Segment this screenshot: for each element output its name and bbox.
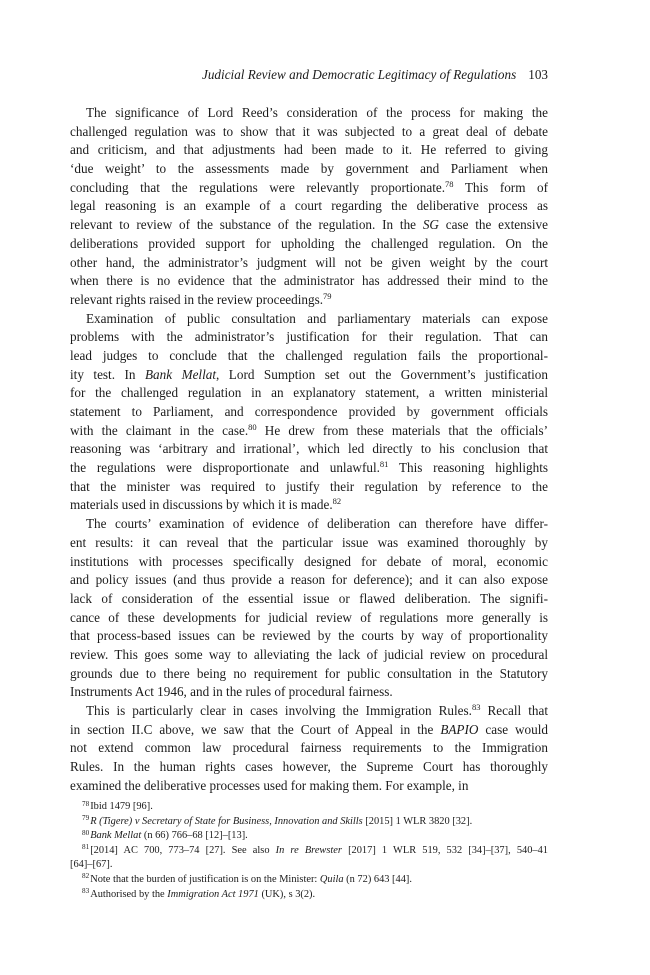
footnote-number: 79 [82, 814, 90, 823]
footnote-line [70, 815, 548, 830]
footnote [70, 844, 548, 873]
text-line [70, 665, 548, 684]
text-line [70, 366, 548, 385]
text-line [70, 384, 548, 403]
footnote [70, 800, 548, 815]
text-line [70, 534, 548, 553]
text-line [70, 496, 548, 515]
text-line [70, 478, 548, 497]
footnote-reference[interactable]: 80 [248, 421, 257, 432]
italic-text: Bank Mellat [145, 366, 217, 382]
running-head [70, 66, 548, 84]
text-run: Note that the burden of justification is on the Minister: [90, 873, 320, 885]
italic-text: BAPIO [440, 721, 479, 737]
italic-text: In re Brewster [275, 844, 342, 856]
text-run: other hand, the administrator’s judgment will not be given weight by the court [70, 254, 548, 270]
text-run: He drew from these materials that the officials’ [256, 422, 548, 438]
footnote [70, 873, 548, 888]
text-run: challenged regulation was to show that it was subjected to a great deal of debate [70, 123, 548, 139]
text-run: relevant to review of the substance of the regulation. In the [70, 217, 423, 233]
body-text [70, 104, 548, 795]
text-line [70, 422, 548, 441]
text-run: institutions with processes specifically designed for debate of moral, economic [70, 553, 548, 569]
footnote-number: 81 [82, 843, 90, 852]
text-line [70, 104, 548, 123]
text-run: concluding that the regulations were relevantly proportionate. [70, 179, 446, 195]
text-line [70, 515, 548, 534]
footnote-reference[interactable]: 82 [332, 496, 342, 507]
footnote-number: 80 [82, 828, 90, 837]
italic-text: Quila [319, 873, 344, 885]
text-line [70, 440, 548, 459]
text-run: and policy issues (and thus provide a reason for deference); and it can also expose [70, 572, 548, 588]
text-run: materials used in discussions by which it is made. [70, 497, 333, 513]
text-run: ‘due weight’ to the assessments made by government and Parliament when [70, 161, 548, 177]
footnote-line [70, 844, 548, 859]
footnote [70, 888, 548, 903]
footnote-line [70, 858, 548, 873]
footnote-line [70, 800, 548, 815]
footnote [70, 829, 548, 844]
text-run: This form of [453, 179, 548, 195]
text-line [70, 739, 548, 758]
text-run: ity test. In [70, 366, 145, 382]
text-run: The courts’ examination of evidence of deliberation can therefore have differ- [86, 516, 548, 532]
text-run: This is particularly clear in cases involving the Immigration Rules. [86, 703, 472, 718]
text-line [70, 609, 548, 628]
text-run: (UK), s 3(2). [258, 888, 316, 900]
text-run: (n 72) 643 [44]. [343, 873, 412, 885]
footnote-reference[interactable]: 79 [323, 290, 332, 301]
footnote-line [70, 888, 548, 903]
text-run: and criticism, and that adjustments had been made to it. He referred to giving [70, 142, 548, 158]
text-run: when there is no evidence that the administrator has addressed their mind to the [70, 273, 548, 289]
text-run: Recall that [480, 703, 548, 718]
text-run: that the minister was required to justify their regulation by reference to the [70, 478, 548, 494]
text-line [70, 721, 548, 740]
text-line [70, 347, 548, 366]
text-run: [2015] 1 WLR 3820 [32]. [362, 815, 473, 827]
text-line [70, 141, 548, 160]
text-run: with the claimant in the case. [70, 422, 249, 438]
text-run: Instruments Act 1946, and in the rules of procedural fairness. [70, 684, 393, 700]
text-line [70, 627, 548, 646]
text-run: case would [478, 721, 548, 737]
text-run: not extend common law procedural fairness requirements to the Immigration [70, 740, 548, 756]
text-line [70, 291, 548, 310]
text-run: deliberations provided support for upholding the challenged regulation. On the [70, 235, 548, 251]
text-line [70, 403, 548, 422]
italic-text: SG [422, 217, 439, 233]
text-run: , Lord Sumption set out the Government’s justification [216, 366, 548, 382]
text-run: Authorised by the [90, 888, 168, 900]
text-run: legal reasoning is an example of a court regarding the deliberative process as [70, 198, 548, 214]
text-run: grounds due to there being no requirement for public consultation in the Statutory [70, 665, 548, 681]
text-line [70, 197, 548, 216]
text-run: Ibid 1479 [96]. [90, 801, 153, 812]
text-run: [2017] 1 WLR 519, 532 [34]–[37], 540–41 [341, 844, 548, 856]
text-run: statement to Parliament, and correspondence provided by government officials [70, 404, 548, 419]
text-line [70, 646, 548, 665]
text-run: lead judges to conclude that the challenged regulation fails the proportional- [70, 347, 548, 363]
text-line [70, 328, 548, 347]
footnote-number: 78 [82, 799, 90, 808]
text-line [70, 235, 548, 254]
text-run: ent results: it can reveal that the particular issue was examined thoroughly by [70, 534, 548, 550]
text-run: cance of these developments for judicial review of regulations more generally is [70, 609, 548, 625]
italic-text: R (Tigere) v Secretary of State for Business, Innovation and Skills [90, 815, 363, 827]
text-line [70, 216, 548, 235]
text-line [70, 590, 548, 609]
text-line [70, 777, 548, 796]
paragraph [70, 104, 548, 310]
paragraph [70, 310, 548, 516]
footnote [70, 815, 548, 830]
text-run: relevant rights raised in the review proceedings. [70, 291, 324, 307]
text-run: problems with the administrator’s justification for their regulation. That can [70, 329, 548, 345]
text-run: lack of consideration of the essential issue or flawed deliberation. The signifi- [70, 590, 548, 606]
running-head-title: Judicial Review and Democratic Legitimacy of Regulations [201, 67, 517, 82]
text-run: The significance of Lord Reed’s consideration of the process for making the [86, 105, 548, 120]
text-run: examined the deliberative processes used for making them. For example, in [70, 777, 469, 793]
footnotes [70, 800, 548, 902]
text-run: in section II.C above, we saw that the Court of Appeal in the [70, 721, 441, 737]
footnote-number: 83 [82, 887, 90, 896]
italic-text: Bank Mellat [90, 830, 142, 842]
text-line [70, 179, 548, 198]
text-line [70, 254, 548, 273]
paragraph [70, 702, 548, 795]
text-run: review. This goes some way to alleviating the lack of judicial review on procedural [70, 646, 548, 662]
text-line [70, 459, 548, 478]
text-line [70, 571, 548, 590]
text-run: case the extensive [438, 217, 548, 233]
text-run: that process-based issues can be reviewed by the courts by way of proportionality [70, 628, 548, 644]
text-run: for the challenged regulation in an explanatory statement, a written ministerial [70, 385, 548, 401]
text-line [70, 683, 548, 702]
text-run: (n 66) 766–68 [12]–[13]. [141, 830, 248, 842]
footnote-reference[interactable]: 78 [445, 178, 454, 189]
text-run: the regulations were disproportionate and unlawful. [70, 460, 380, 476]
footnote-reference[interactable]: 83 [471, 702, 481, 712]
text-line [70, 553, 548, 572]
text-line [70, 702, 548, 721]
footnote-line [70, 829, 548, 844]
footnote-reference[interactable]: 81 [379, 459, 389, 470]
page-number: 103 [528, 67, 548, 82]
text-run: Examination of public consultation and parliamentary materials can expose [86, 310, 548, 326]
text-run: Rules. In the human rights cases however, the Supreme Court has thoroughly [70, 759, 548, 775]
paragraph [70, 515, 548, 702]
footnote-number: 82 [82, 872, 90, 881]
text-run: [64]–[67]. [70, 859, 113, 871]
text-line [70, 758, 548, 777]
text-line [70, 310, 548, 329]
text-run: [2014] AC 700, 773–74 [27]. See also [90, 844, 276, 856]
footnote-line [70, 873, 548, 888]
text-run: This reasoning highlights [388, 460, 548, 476]
italic-text: Immigration Act 1971 [167, 888, 259, 900]
text-line [70, 123, 548, 142]
text-line [70, 160, 548, 179]
text-run: reasoning was ‘arbitrary and irrational’, which led directly to his conclusion that [70, 441, 548, 457]
text-line [70, 272, 548, 291]
